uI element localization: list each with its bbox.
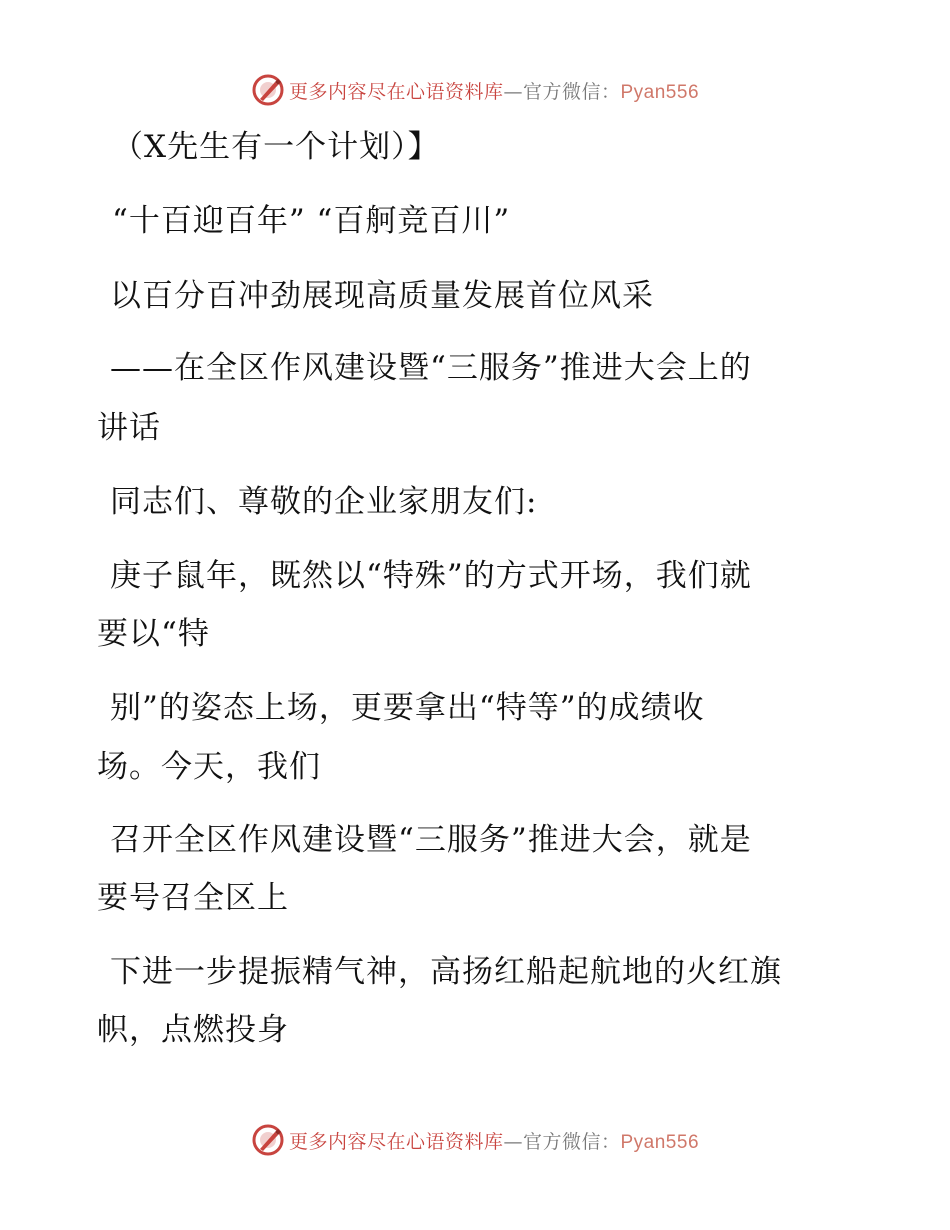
watermark-wechat-account: Pyan556 (620, 81, 700, 103)
footer-watermark (0, 1120, 950, 1160)
document-line: 以百分百冲劲展现高质量发展首位风采 (110, 278, 654, 314)
watermark-separator: — (503, 1130, 523, 1153)
document-line: 庚子鼠年，既然以“特殊”的方式开场，我们就 (110, 558, 752, 594)
watermark-text (289, 1127, 699, 1154)
document-line: 同志们、尊敬的企业家朋友们: (110, 484, 538, 520)
document-line: 召开全区作风建设暨“三服务”推进大会，就是 (110, 822, 752, 858)
document-line: 帜，点燃投身 (97, 1012, 289, 1048)
watermark-site-text: 更多内容尽在心语资料库 (288, 1130, 504, 1153)
document-line: 别”的姿态上场，更要拿出“特等”的成绩收 (110, 690, 705, 726)
document-line: “十百迎百年” “百舸竞百川” (112, 203, 511, 239)
document-line: ——在全区作风建设暨“三服务”推进大会上的 (110, 350, 752, 386)
watermark-text (289, 77, 699, 104)
document-line: 要号召全区上 (97, 880, 289, 916)
document-line: 讲话 (97, 410, 161, 446)
document-line: （X先生有一个计划）】 (112, 129, 440, 165)
watermark-wechat-label: 官方微信： (522, 1130, 621, 1153)
pen-logo-icon (251, 73, 285, 107)
watermark-wechat-label: 官方微信： (522, 80, 621, 103)
document-line: 下进一步提振精气神，高扬红船起航地的火红旗 (110, 954, 782, 990)
pen-logo-icon (251, 1123, 285, 1157)
document-line: 要以“特 (97, 616, 210, 652)
watermark-separator: — (503, 80, 523, 103)
header-watermark (0, 70, 950, 110)
document-line: 场。今天，我们 (97, 749, 321, 785)
watermark-wechat-account: Pyan556 (620, 1131, 700, 1153)
watermark-site-text: 更多内容尽在心语资料库 (288, 80, 504, 103)
